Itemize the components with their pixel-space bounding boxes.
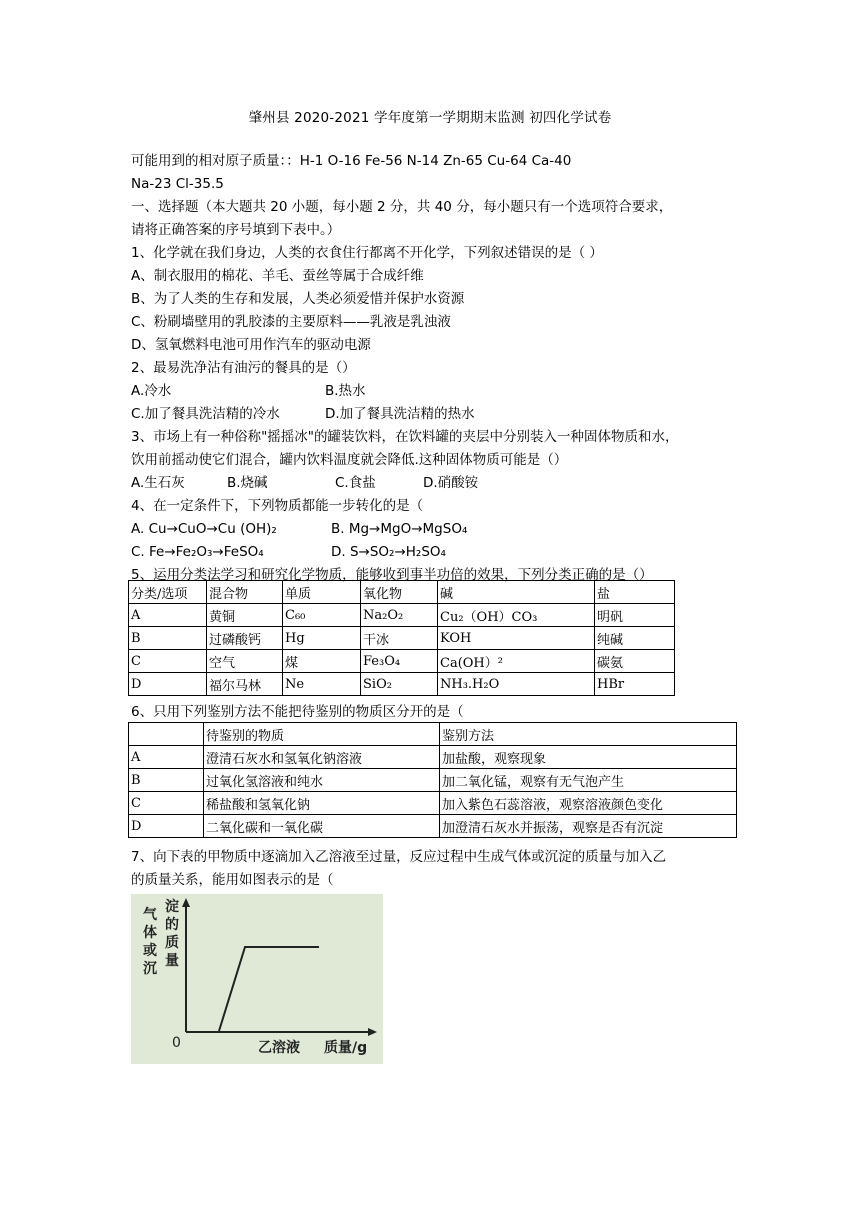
question-2-option-b: B.热水: [325, 383, 366, 399]
table-cell: 加澄清石灰水并振荡，观察是否有沉淀: [440, 815, 737, 838]
graph-ylabel-column-1: 气体或沉: [143, 907, 157, 977]
exam-title: 肇州县 2020-2021 学年度第一学期期末监测 初四化学试卷: [248, 110, 612, 126]
table-header-cell: 氧化物: [361, 581, 438, 604]
y-axis-arrow: [182, 898, 190, 907]
table-header-cell: 碱: [438, 581, 595, 604]
table-row: [129, 769, 737, 792]
table-row: [129, 746, 737, 769]
table-cell: Na₂O₂: [361, 604, 438, 627]
atomic-mass-line-2: Na-23 Cl-35.5: [131, 176, 224, 192]
table-row: [129, 815, 737, 838]
question-1-option-c: C、粉刷墙壁用的乳胶漆的主要原料——乳液是乳浊液: [131, 314, 451, 330]
question-5-stem: 5、运用分类法学习和研究化学物质，能够收到事半功倍的效果，下列分类正确的是（）: [131, 567, 653, 583]
table-row: [129, 673, 675, 696]
table-cell: 煤: [283, 650, 361, 673]
question-3-option-d: D.硝酸铵: [423, 475, 479, 491]
question-2-option-c: C.加了餐具洗洁精的冷水: [131, 406, 280, 422]
table-cell: D: [129, 815, 204, 838]
graph-xlabel-unit: 质量/g: [324, 1040, 368, 1056]
table-cell: 空气: [207, 650, 283, 673]
table-header-cell: 鉴别方法: [440, 723, 737, 746]
question-3-option-a: A.生石灰: [131, 475, 185, 491]
table-cell: 加入紫色石蕊溶液，观察溶液颜色变化: [440, 792, 737, 815]
table-row: [129, 650, 675, 673]
table-cell: 干冰: [361, 627, 438, 650]
table-header-cell: [129, 723, 204, 746]
question-4-option-b: B. Mg→MgO→MgSO₄: [331, 521, 468, 537]
table-cell: A: [129, 746, 204, 769]
table-cell: B: [129, 769, 204, 792]
question-3-option-c: C.食盐: [335, 475, 376, 491]
table-cell: 碳氨: [595, 650, 675, 673]
question-4-option-a: A. Cu→CuO→Cu (OH)₂: [131, 521, 277, 537]
question-4-option-d: D. S→SO₂→H₂SO₄: [331, 544, 446, 560]
table-cell: 澄清石灰水和氢氧化钠溶液: [204, 746, 440, 769]
graph-ylabel-column-2: 淀的质量: [165, 899, 179, 969]
table-cell: B: [129, 627, 207, 650]
reaction-graph: [131, 894, 383, 1064]
question-2-stem: 2、最易洗净沾有油污的餐具的是（）: [131, 360, 356, 376]
question-1-option-a: A、制衣服用的棉花、羊毛、蚕丝等属于合成纤维: [131, 268, 424, 284]
table-cell: Fe₃O₄: [361, 650, 438, 673]
table-header-cell: 混合物: [207, 581, 283, 604]
table-header-cell: 分类/选项: [129, 581, 207, 604]
atomic-mass-line-1: 可能用到的相对原子质量：：H-1 O-16 Fe-56 N-14 Zn-65 Cu-64 Ca-40: [131, 153, 572, 169]
table-cell: 过氧化氢溶液和纯水: [204, 769, 440, 792]
table-cell: Ca(OH）²: [438, 650, 595, 673]
table-cell: C₆₀: [283, 604, 361, 627]
table-cell: Ne: [283, 673, 361, 696]
table-cell: A: [129, 604, 207, 627]
section-heading-line-2: 请将正确答案的序号填到下表中。）: [131, 222, 341, 238]
question-1-option-d: D、氢氧燃料电池可用作汽车的驱动电源: [131, 337, 371, 353]
table-header-cell: 单质: [283, 581, 361, 604]
table-cell: 二氧化碳和一氧化碳: [204, 815, 440, 838]
table-cell: C: [129, 792, 204, 815]
question-2-option-d: D.加了餐具洗洁精的热水: [325, 406, 475, 422]
table-header-row: [129, 723, 737, 746]
table-header-row: [129, 581, 675, 604]
question-1-stem: 1、化学就在我们身边，人类的衣食住行都离不开化学，下列叙述错误的是（ ）: [131, 245, 603, 261]
section-heading-line-1: 一、选择题（本大题共 20 小题，每小题 2 分，共 40 分，每小题只有一个选项符合要求，: [131, 199, 673, 215]
identification-table: [128, 722, 737, 838]
table-row: [129, 627, 675, 650]
question-6-stem: 6、只用下列鉴别方法不能把待鉴别的物质区分开的是（: [131, 704, 464, 720]
question-3-option-b: B.烧碱: [227, 475, 268, 491]
question-4-option-c: C. Fe→Fe₂O₃→FeSO₄: [131, 544, 264, 560]
table-cell: NH₃.H₂O: [438, 673, 595, 696]
table-cell: 福尔马林: [207, 673, 283, 696]
question-1-option-b: B、为了人类的生存和发展，人类必须爱惜并保护水资源: [131, 291, 465, 307]
table-cell: D: [129, 673, 207, 696]
table-cell: HBr: [595, 673, 675, 696]
question-3-stem-line-2: 饮用前摇动使它们混合，罐内饮料温度就会降低.这种固体物质可能是（）: [131, 452, 568, 468]
question-7-stem-line-1: 7、向下表的甲物质中逐滴加入乙溶液至过量，反应过程中生成气体或沉淀的质量与加入乙: [131, 849, 667, 865]
table-cell: KOH: [438, 627, 595, 650]
classification-table: [128, 580, 675, 696]
question-2-option-a: A.冷水: [131, 383, 172, 399]
table-cell: 明矾: [595, 604, 675, 627]
table-cell: Cu₂（OH）CO₃: [438, 604, 595, 627]
table-cell: 黄铜: [207, 604, 283, 627]
table-cell: 过磷酸钙: [207, 627, 283, 650]
table-cell: 稀盐酸和氢氧化钠: [204, 792, 440, 815]
table-cell: C: [129, 650, 207, 673]
table-cell: 纯碱: [595, 627, 675, 650]
question-3-stem-line-1: 3、市场上有一种俗称"摇摇冰"的罐装饮料，在饮料罐的夹层中分别装入一种固体物质和水，: [131, 429, 679, 445]
graph-origin-label: 0: [172, 1035, 181, 1051]
table-header-cell: 盐: [595, 581, 675, 604]
graph-xlabel-substance: 乙溶液: [258, 1040, 300, 1056]
table-header-cell: 待鉴别的物质: [204, 723, 440, 746]
table-cell: 加二氧化锰，观察有无气泡产生: [440, 769, 737, 792]
question-4-stem: 4、在一定条件下，下列物质都能一步转化的是（: [131, 498, 424, 514]
x-axis-arrow: [368, 1028, 377, 1036]
table-row: [129, 604, 675, 627]
table-cell: SiO₂: [361, 673, 438, 696]
question-7-stem-line-2: 的质量关系，能用如图表示的是（: [131, 872, 334, 888]
graph-curve: [219, 947, 319, 1031]
table-row: [129, 792, 737, 815]
table-cell: 加盐酸，观察现象: [440, 746, 737, 769]
table-cell: Hg: [283, 627, 361, 650]
